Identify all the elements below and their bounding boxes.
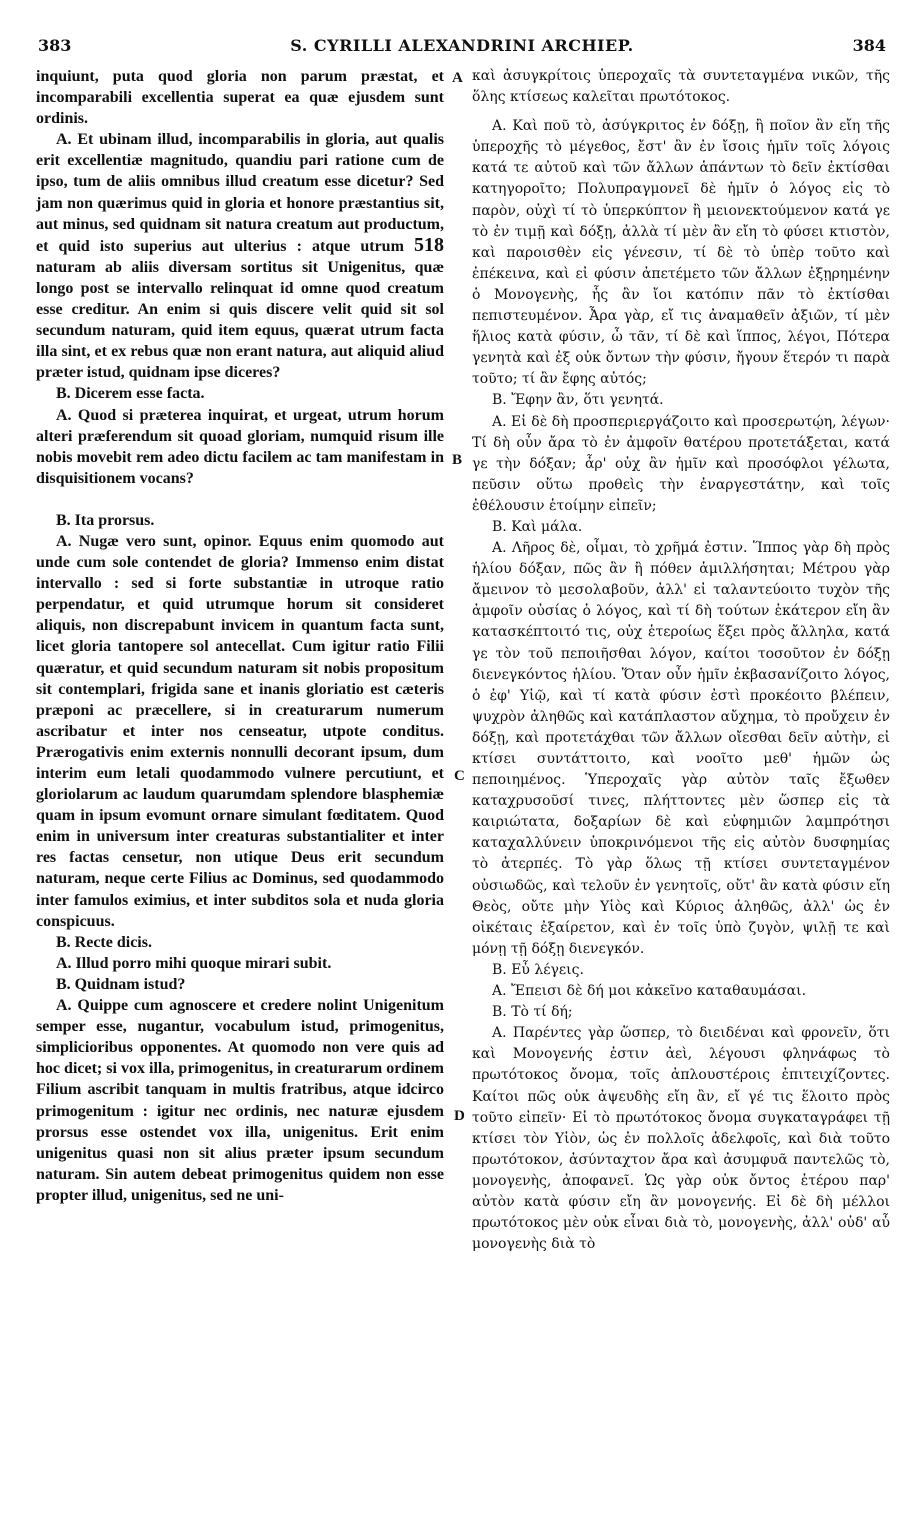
- greek-paragraph: A. Ἔπεισι δὲ δή μοι κἀκεῖνο καταθαυμάσαι.: [492, 983, 807, 1000]
- latin-paragraph: inquiunt, puta quod gloria non parum præstat, et incomparabili excellentia superat ea quæ ejusdem sunt ordinis.: [36, 68, 444, 128]
- column-number: 518: [414, 233, 444, 256]
- latin-paragraph: A. Illud porro mihi quoque mirari subit.: [56, 954, 332, 972]
- greek-paragraph: καὶ ἀσυγκρίτοις ὑπεροχαῖς τὰ συντεταγμένα νικῶν, τῆς ὅλης κτίσεως καλεῖται πρωτότοκος.: [472, 68, 890, 106]
- margin-marker-d: D: [454, 1108, 465, 1124]
- running-title: S. CYRILLI ALEXANDRINI ARCHIEP.: [290, 36, 634, 55]
- greek-paragraph: A. Λῆρος δὲ, οἶμαι, τὸ χρῆμά ἐστιν. Ἵππος γὰρ δὴ πρὸς ἡλίου δόξαν, πῶς ἂν ἢ πόθεν ἁμιλλήσηται; Μέτρου γὰρ ἄμεινον τὸ μεσολαβοῦν, ἀλλ' εἰ ταλαντεύοιτο τυχὸν τῆς ἀμφοῖν οὐσίας ὁ λόγος, καὶ τί δὴ τούτων ἑκάτερον εἴη ἂν κατασκέπτοιτό τις, οὐχ ἑτεροίως ἕξει πρὸς ἄλληλα, κατά γε τὸν τοῦ πεποιῆσθαι λόγον, καίτοι τοσοῦτον ἐν δόξῃ διενεγκόντος ἡλίου. Ὅταν οὖν ἡμῖν ἐκβασανίζοιτο λόγος, ὁ ἐφ' Υἱῷ, καὶ τί κατὰ φύσιν ἐστὶ προκέοιτο βλέπειν, ψυχρὸν ἀληθῶς καὶ κατάπλαστον αὔχημα, τὸ προὔχειν ἐν δόξῃ, καὶ προτετάχθαι τῶν ἄλλων οἴεσθαι δεῖν αὐτὴν, εἰ κτίσει συντάττοιτο, καὶ νοοῖτο μεθ' ἡμῶν ὡς πεποιημένος. Ὑπεροχαῖς γὰρ αὐτὸν ταῖς ἔξωθεν καταχρυσοῦσί τινες, πλήττοντες μὲν ὥσπερ εἰς τὰ καιριώτατα, δοξαρίων δὲ καὶ εὐφημιῶν λαμπρότησι καταχαλλύνειν ὑποκρινόμενοι τῆς εἰς αὐτὸν δυσφημίας τὸ ἀτερπές. Τὸ γὰρ ὅλως τῇ κτίσει συντεταγμένον οὐσιωδῶς, καὶ τελοῦν ἐν γενητοῖς, οὔτ' ἂν κατὰ φύσιν εἴη Θεὸς, οὔτε μὴν Υἱὸς καὶ Κύριος ἀληθῶς, ἀλλ' ὡς ἐν οἰκέταις ἐξαίρετον, καὶ ἐν τοῖς ὑπὸ ζυγὸν, ψιλῇ τε καὶ μόνῃ τῇ δόξῃ διενεγκόν.: [472, 540, 890, 957]
- greek-paragraph: A. Καὶ ποῦ τὸ, ἀσύγκριτος ἐν δόξῃ, ἢ ποῖον ἂν εἴη τῆς ὑπεροχῆς τὸ μέγεθος, ἔστ' ἂν ἐν ἴσοις ἡμῖν τοῖς λόγοις κατά τε αὐτοῦ καὶ τῶν ἄλλων ἁπάντων τὸ δεῖν ἐκτίσθαι κατηγοροῖτο; Πολυπραγμονεῖ δὲ ἡμῖν ὁ λόγος εἰς τὸ παρὸν, οὐχὶ τί τὸ ὑπερκύπτον ἢ μειονεκτούμενον κατά γε τὸ ἐν τιμῇ καὶ δόξῃ, ἀλλὰ τί μὲν ἂν εἴη τὸ φύσει κτιστὸν, καὶ παροισθὲν εἰς γένεσιν, τί δὲ τὸ ὑπὲρ τοῦτο καὶ ἐπέκεινα, καὶ εἰ φύσιν ἀπετέμετο τῶν ἄλλων ἐξῃρημένην ὁ Μονογενὴς, ἧς ἂν ἴοι κατόπιν πᾶν τὸ ἐκτίσθαι πεπιστευμένον. Ἆρα γὰρ, εἴ τις ἀναμαθεῖν ἀξιῶν, τί μὲν ἥλιος κατὰ φύσιν, ὦ τᾶν, τί δὲ καὶ ἵππος, λέγοι, Πότερα γενητὰ καὶ ἐξ οὐκ ὄντων τὴν φύσιν, ἤγουν ἕτερόν τι παρὰ τοῦτο; τί ἂν ἔφης αὐτός;: [472, 118, 890, 388]
- latin-paragraph: A. Nugæ vero sunt, opinor. Equus enim quomodo aut unde cum sole contendet de gloria? Immenso enim distat intervallo : sed si forte substantiæ in utroque ratio perpendatur, et quid utrumque horum sit consideret aliquis, non discrepabunt invicem in quantum facta sunt, licet gloria tantopere sol antecellat. Cum igitur ratio Filii quæratur, et quid secundum naturam sit nobis propositum sit contemplari, frigida sane et inanis gloriatio est cæteris præponi ac præcellere, si in creaturarum numerum ascribatur et inter nos censeatur, utpote conditus. Prærogativis enim externis nonnulli decorant ipsum, dum interim eum letali quodammodo vulnere percutiunt, et gloriolarum ac laudum quarumdam splendore blasphemiæ quam in ipsum evomunt ornare simulant fœditatem. Quod enim in universum inter creaturas substantialiter et inter res factas censetur, non utique Deus erit secundum naturam, neque certe Filius ac Dominus, sed quodammodo inter famulos eximius, et inter subditos sola et nuda gloria conspicuus.: [36, 532, 444, 930]
- greek-paragraph: A. Εἰ δὲ δὴ προσπεριεργάζοιτο καὶ προσερωτῴη, λέγων· Τί δὴ οὖν ἄρα τὸ ἐν ἀμφοῖν θατέρου προτετάξεται, κατά γε τὴν δόξαν; ἆρ' οὐχ ἂν ἡμῖν καὶ προσόφλοι γέλωτα, πεῦσιν οὕτω προθεὶς τὴν ἐναργεστάτην, καὶ τοῖς ἐθέλουσιν ἑτοίμην εἰπεῖν;: [472, 413, 890, 514]
- latin-paragraph: B. Recte dicis.: [56, 933, 152, 951]
- page-number-left: 383: [38, 36, 72, 55]
- margin-marker-b: B: [452, 452, 463, 468]
- latin-paragraph: [36, 129, 444, 383]
- latin-column: [36, 66, 444, 1206]
- greek-column: [472, 66, 890, 1255]
- margin-marker-a: A: [452, 70, 463, 86]
- latin-text: A. Et ubinam illud, incomparabilis in gloria, aut qualis erit excellentiæ magnitudo, quandiu pari ratione cum de ipso, tum de aliis omnibus illud creatum esse dicetur? Sed jam non quærimus quid in gloria et honore præstantius sit, aut minus, sed quidnam sit natura creatum aut productum, et quid isto superius aut ulterius : atque utrum: [36, 131, 444, 255]
- latin-text: naturam ab aliis diversam sortitus sit Unigenitus, quæ longo post se intervallo relinquat id omne quod creatum esse creditur. An enim si quis discere velit quid sit sol secundum naturam, quid item equus, quærat utrum facta illa sint, et ex rebus quæ non erant natura, aut aliquid aliud præter istud, quidnam ipse diceres?: [36, 258, 444, 382]
- greek-paragraph: B. Καὶ μάλα.: [492, 518, 583, 535]
- page-header: [0, 0, 924, 62]
- greek-paragraph: B. Εὖ λέγεις.: [492, 961, 584, 978]
- page-number-right: 384: [852, 36, 886, 55]
- margin-marker-c: C: [454, 768, 465, 784]
- latin-paragraph: A. Quod si præterea inquirat, et urgeat, utrum horum alteri præferendum sit quoad gloriam, numquid risum ille nobis movebit rem adeo dictu facilem ac tam manifestam in disquisitionem vocans?: [36, 406, 444, 487]
- latin-paragraph: B. Dicerem esse facta.: [56, 385, 205, 403]
- greek-paragraph: B. Ἔφην ἂν, ὅτι γενητά.: [492, 392, 664, 409]
- latin-paragraph: B. Ita prorsus.: [56, 511, 155, 529]
- greek-paragraph: A. Παρέντες γὰρ ὥσπερ, τὸ διειδέναι καὶ φρονεῖν, ὅτι καὶ Μονογενής ἐστιν ἀεὶ, λέγουσι φληνάφως τὸ πρωτότοκος ὄνομα, τοῖς ἁπλουστέροις ἐπιτειχίζοντες. Καίτοι πῶς οὐκ ἀψευδὴς εἴη ἂν, εἴ γέ τις ἕλοιτο πρὸς τοῦτο εἰπεῖν· Εἰ τὸ πρωτότοκος ὄνομα συγκαταγράφει τῇ κτίσει τὸν Υἱὸν, ὡς ἐν πολλοῖς ἀδελφοῖς, καὶ διὰ τοῦτο πρωτότοκον, ἀσύνταχτον ἄρα καὶ ἀσυμφυᾶ παντελῶς τὸ, μονογενὴς, ἀποφανεῖ. Ὡς γὰρ οὐκ ὄντος ἑτέρου παρ' αὐτὸν κατὰ φύσιν εἴη ἂν μονογενής. Εἰ δὲ δὴ μέλλοι πρωτότοκος μὲν οὐκ εἶναι διὰ τὸ, μονογενὴς, ἀλλ' οὐδ' αὖ μονογενὴς διὰ τὸ: [472, 1025, 890, 1253]
- latin-paragraph: A. Quippe cum agnoscere et credere nolint Unigenitum semper esse, nugantur, vocabulum istud, primogenitus, simplicioribus opponentes. At quomodo non vere quis ad hoc dicet; si vox illa, primogenitus, in creaturarum ordinem Filium ascribit tanquam in multis fratribus, atque idcirco primogenitum : igitur nec ordinis, nec naturæ ejusdem prorsus esse ostendet vox illa, unigenitus. Erit enim unigenitus quasi non sit alius præter ipsum secundum naturam. Sin autem debeat primogenitus quidem non esse propter illud, unigenitus, sed ne uni-: [36, 997, 444, 1204]
- greek-paragraph: B. Τὸ τί δή;: [492, 1004, 573, 1021]
- latin-paragraph: B. Quidnam istud?: [56, 975, 186, 993]
